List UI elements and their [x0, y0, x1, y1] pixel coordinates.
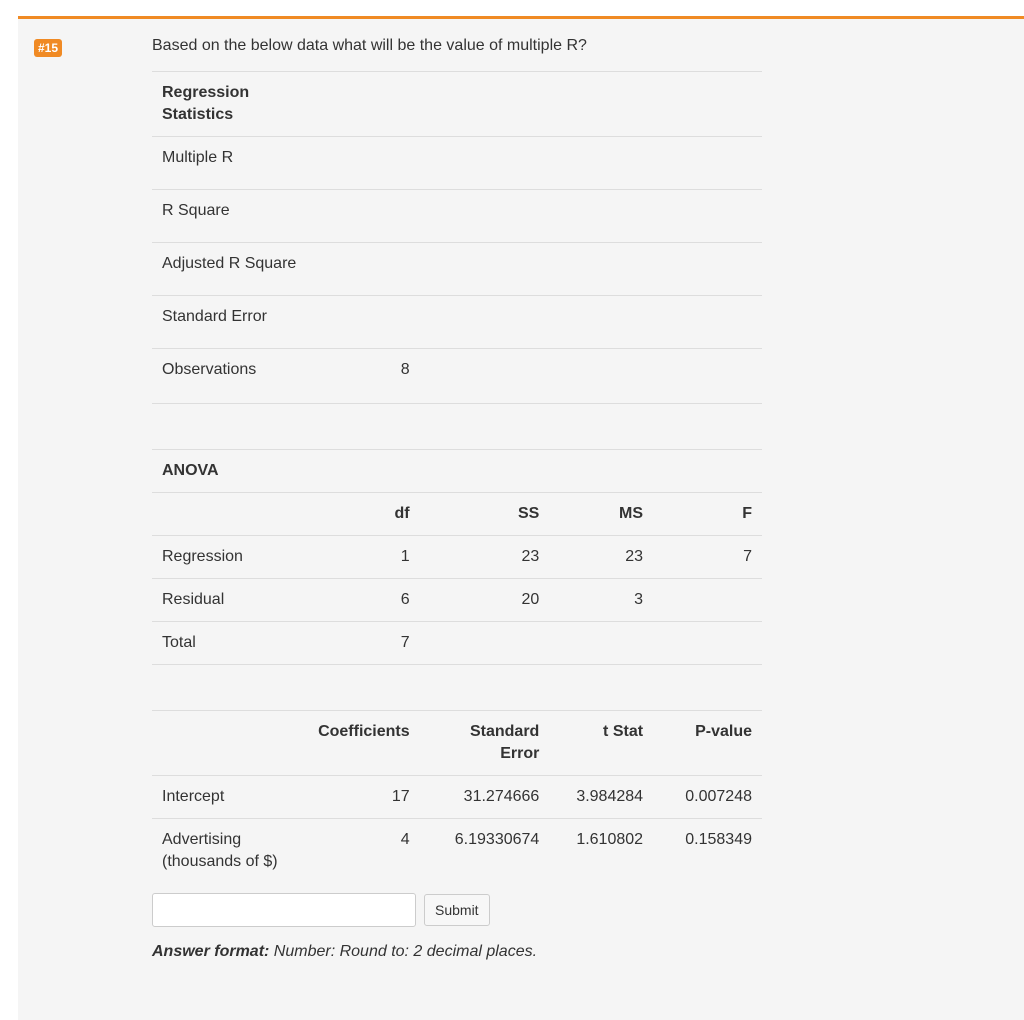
table-row: [152, 190, 762, 243]
coefficients-header-row: [152, 711, 762, 776]
anova-header-cell: F: [653, 493, 762, 536]
stat-label: R Square: [152, 190, 308, 243]
anova-header-row: [152, 493, 762, 536]
question-panel: [18, 16, 1024, 1020]
regression-table: [152, 71, 762, 883]
anova-header-cell: [152, 493, 308, 536]
table-cell: 7: [653, 536, 762, 579]
table-row: [152, 349, 762, 404]
coef-header-cell: P-value: [653, 711, 762, 776]
table-cell: [549, 622, 653, 665]
table-row: [152, 622, 762, 665]
answer-row: [152, 893, 762, 927]
stat-value: [308, 190, 420, 243]
question-content: [152, 35, 762, 961]
table-cell: 17: [308, 776, 420, 819]
answer-format-text: Number: Round to: 2 decimal places.: [269, 943, 538, 960]
anova-header-cell: df: [308, 493, 420, 536]
stat-label: Multiple R: [152, 137, 308, 190]
table-cell: 3: [549, 579, 653, 622]
table-row: [152, 776, 762, 819]
table-cell: Total: [152, 622, 308, 665]
stat-label: Adjusted R Square: [152, 243, 308, 296]
table-cell: [653, 622, 762, 665]
table-cell: [420, 622, 550, 665]
anova-header-cell: SS: [420, 493, 550, 536]
anova-title-row: [152, 450, 762, 493]
anova-header-cell: MS: [549, 493, 653, 536]
table-row: [152, 536, 762, 579]
stat-value: [308, 243, 420, 296]
table-cell: Intercept: [152, 776, 308, 819]
submit-button[interactable]: Submit: [424, 894, 490, 926]
table-cell: 20: [420, 579, 550, 622]
table-cell: 31.274666: [420, 776, 550, 819]
table-cell: 1.610802: [549, 819, 653, 884]
regression-statistics-title: Regression Statistics: [152, 72, 308, 137]
table-cell: 3.984284: [549, 776, 653, 819]
coef-header-cell: [152, 711, 308, 776]
stat-value: 8: [308, 349, 420, 404]
stat-label: Observations: [152, 349, 308, 404]
table-cell: [653, 579, 762, 622]
regression-statistics-header-row: [152, 72, 762, 137]
spacer-row: [152, 404, 762, 450]
table-cell: 23: [549, 536, 653, 579]
coef-header-cell: t Stat: [549, 711, 653, 776]
table-cell: Residual: [152, 579, 308, 622]
anova-title: ANOVA: [152, 450, 308, 493]
coef-header-cell: Coefficients: [308, 711, 420, 776]
table-cell: 7: [308, 622, 420, 665]
table-cell: 23: [420, 536, 550, 579]
stat-value: [308, 296, 420, 349]
table-cell: 6: [308, 579, 420, 622]
answer-format-label: Answer format:: [152, 943, 270, 960]
table-row: [152, 819, 762, 884]
table-cell: 1: [308, 536, 420, 579]
answer-input[interactable]: [152, 893, 416, 927]
table-row: [152, 243, 762, 296]
stat-value: [308, 137, 420, 190]
table-row: [152, 579, 762, 622]
table-cell: 6.19330674: [420, 819, 550, 884]
table-row: [152, 296, 762, 349]
stat-label: Standard Error: [152, 296, 308, 349]
question-text: Based on the below data what will be the value of multiple R?: [152, 37, 587, 54]
table-cell: 4: [308, 819, 420, 884]
answer-format-hint: [152, 943, 762, 961]
table-cell: Advertising (thousands of $): [152, 819, 308, 884]
question-number-badge: #15: [34, 39, 62, 57]
table-cell: 0.007248: [653, 776, 762, 819]
table-cell: 0.158349: [653, 819, 762, 884]
table-row: [152, 137, 762, 190]
spacer-row: [152, 665, 762, 711]
table-cell: Regression: [152, 536, 308, 579]
coef-header-cell: Standard Error: [420, 711, 550, 776]
